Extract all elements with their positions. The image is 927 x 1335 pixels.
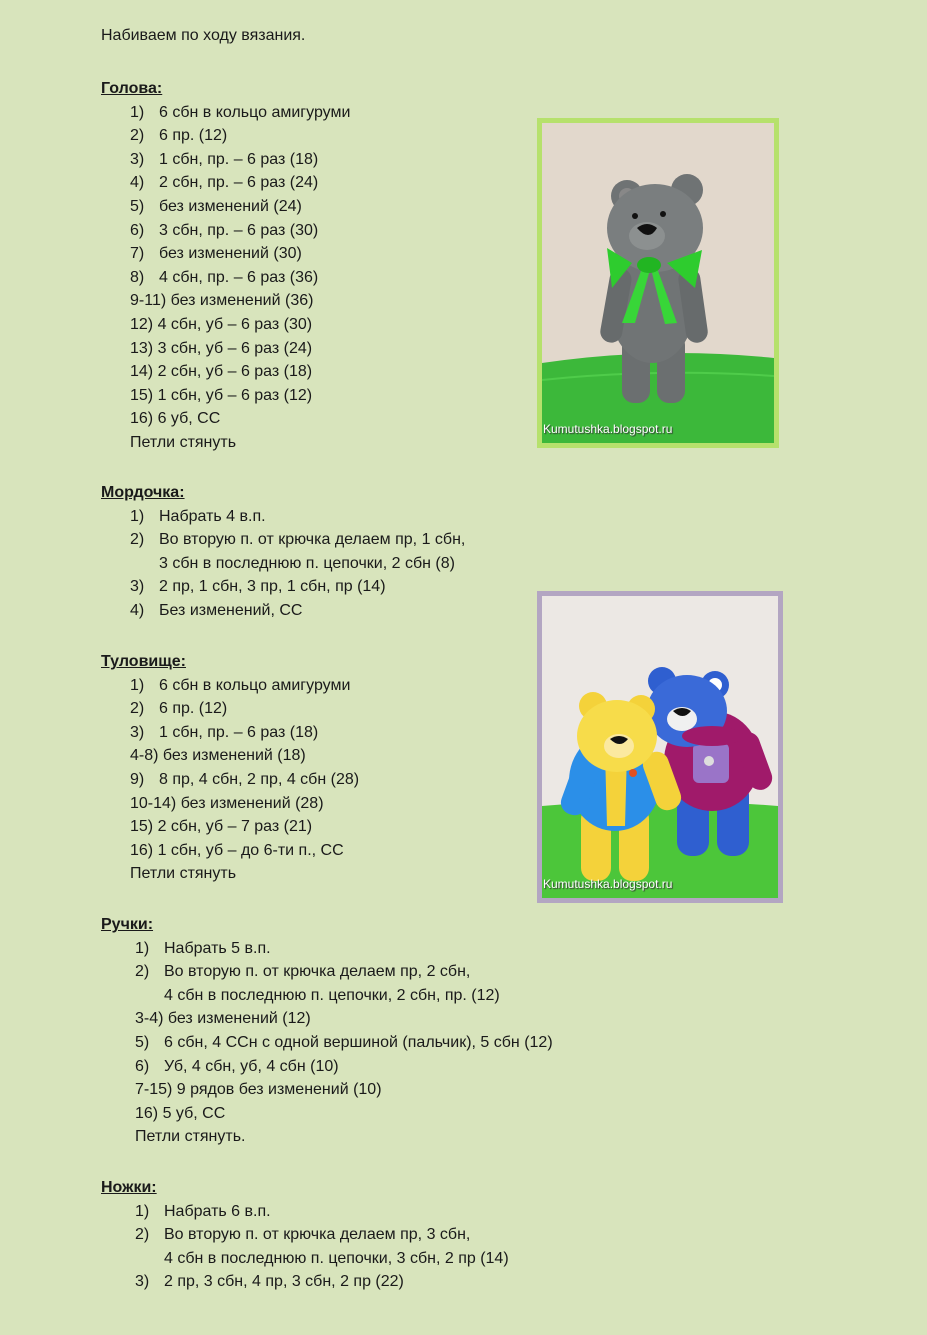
instruction-row	[106, 960, 471, 984]
row-number: 3)	[130, 150, 145, 168]
instruction-row	[101, 171, 319, 195]
row-text: 16) 1 сбн, уб – до 6-ти п., СС	[130, 841, 344, 859]
row-text: Набрать 4 в.п.	[159, 507, 266, 525]
instruction-row	[106, 1223, 471, 1247]
row-text: 2 пр, 1 сбн, 3 пр, 1 сбн, пр (14)	[159, 578, 386, 596]
photo-watermark: Kumutushka.blogspot.ru	[543, 422, 673, 436]
row-text: Во вторую п. от крючка делаем пр, 1 сбн,	[159, 531, 466, 549]
row-number: 2)	[130, 127, 145, 145]
row-text: 16) 5 уб, СС	[135, 1104, 226, 1122]
instruction-row	[101, 431, 237, 455]
row-text: 3 сбн, пр. – 6 раз (30)	[159, 221, 319, 239]
row-text: Набрать 6 в.п.	[164, 1202, 271, 1220]
row-number: 6)	[135, 1057, 150, 1075]
instruction-row	[106, 984, 500, 1008]
instruction-row	[101, 768, 360, 792]
row-text: 8 пр, 4 сбн, 2 пр, 4 сбн (28)	[159, 770, 360, 788]
row-text: 16) 6 уб, СС	[130, 410, 221, 428]
row-text: 6 сбн в кольцо амигуруми	[159, 676, 351, 694]
photo-grey-bear	[537, 118, 779, 448]
row-text: без изменений (30)	[159, 245, 302, 263]
instruction-row	[106, 1055, 339, 1079]
intro-text: Набиваем по ходу вязания.	[101, 27, 306, 44]
instruction-row	[106, 1102, 226, 1126]
grey-bear-illustration	[537, 118, 779, 448]
instruction-row	[101, 599, 303, 623]
instruction-row	[101, 384, 313, 408]
photo-two-bears	[537, 591, 783, 903]
section-heading: Ножки:	[101, 1179, 157, 1196]
instruction-row	[101, 575, 386, 599]
row-text: 6 пр. (12)	[159, 700, 228, 718]
two-bears-illustration	[537, 591, 783, 903]
row-number: 1)	[130, 676, 145, 694]
row-text: 13) 3 сбн, уб – 6 раз (24)	[130, 339, 313, 357]
row-text: Уб, 4 сбн, уб, 4 сбн (10)	[164, 1057, 339, 1075]
row-text: 12) 4 сбн, уб – 6 раз (30)	[130, 315, 313, 333]
row-number: 2)	[130, 700, 145, 718]
instruction-row	[101, 552, 455, 576]
row-text: Во вторую п. от крючка делаем пр, 2 сбн,	[164, 963, 471, 981]
instruction-row	[101, 242, 302, 266]
row-number: 1)	[135, 939, 150, 957]
row-text: 14) 2 сбн, уб – 6 раз (18)	[130, 363, 313, 381]
instruction-row	[106, 1270, 404, 1294]
instruction-row	[101, 101, 351, 125]
instruction-row	[101, 839, 344, 863]
row-number: 2)	[130, 531, 145, 549]
instruction-row	[101, 337, 313, 361]
row-text: 10-14) без изменений (28)	[130, 794, 324, 812]
row-text: 9-11) без изменений (36)	[130, 292, 314, 310]
row-text: 3-4) без изменений (12)	[135, 1010, 311, 1028]
row-number: 3)	[130, 578, 145, 596]
photo-watermark: Kumutushka.blogspot.ru	[543, 877, 673, 891]
row-text: 4 сбн, пр. – 6 раз (36)	[159, 268, 319, 286]
instruction-row	[101, 674, 351, 698]
section-heading: Мордочка:	[101, 484, 185, 501]
row-text: 6 пр. (12)	[159, 127, 228, 145]
row-number: 1)	[130, 103, 145, 121]
row-number: 6)	[130, 221, 145, 239]
instruction-row	[101, 815, 313, 839]
row-text: 4 сбн в последнюю п. цепочки, 3 сбн, 2 пр (14)	[164, 1249, 509, 1267]
row-text: Без изменений, СС	[159, 601, 303, 619]
row-text: 7-15) 9 рядов без изменений (10)	[135, 1081, 382, 1099]
row-number: 3)	[130, 723, 145, 741]
instruction-row	[106, 937, 271, 961]
instruction-row	[101, 313, 313, 337]
row-number: 5)	[130, 197, 145, 215]
row-text: без изменений (24)	[159, 197, 302, 215]
instruction-row	[101, 266, 319, 290]
row-number: 4)	[130, 174, 145, 192]
row-text: 6 сбн, 4 ССн с одной вершиной (пальчик), 5 сбн (12)	[164, 1033, 553, 1051]
row-text: Набрать 5 в.п.	[164, 939, 271, 957]
instruction-row	[106, 1200, 271, 1224]
section-head	[101, 77, 351, 455]
row-text: 6 сбн в кольцо амигуруми	[159, 103, 351, 121]
instruction-row	[101, 697, 228, 721]
row-number: 8)	[130, 268, 145, 286]
instruction-row	[101, 744, 306, 768]
row-text: 2 сбн, пр. – 6 раз (24)	[159, 174, 319, 192]
instruction-row	[101, 289, 314, 313]
instruction-row	[106, 1031, 553, 1055]
row-text: Петли стянуть	[130, 865, 237, 883]
instruction-row	[106, 1247, 509, 1271]
row-number: 2)	[135, 963, 150, 981]
instruction-row	[101, 862, 237, 886]
instruction-row	[106, 1007, 311, 1031]
instruction-row	[101, 528, 466, 552]
section-legs	[101, 1176, 509, 1294]
instruction-row	[101, 360, 313, 384]
instruction-row	[106, 1125, 246, 1149]
instruction-row	[101, 124, 228, 148]
row-number: 9)	[130, 770, 145, 788]
instruction-row	[101, 505, 266, 529]
row-number: 5)	[135, 1033, 150, 1051]
row-text: 3 сбн в последнюю п. цепочки, 2 сбн (8)	[159, 554, 455, 572]
instruction-row	[101, 407, 221, 431]
instruction-row	[101, 195, 302, 219]
section-muzzle	[101, 481, 466, 623]
row-text: Петли стянуть.	[135, 1128, 246, 1146]
row-number: 7)	[130, 245, 145, 263]
section-heading: Ручки:	[101, 916, 154, 933]
row-text: 15) 1 сбн, уб – 6 раз (12)	[130, 386, 313, 404]
row-text: 1 сбн, пр. – 6 раз (18)	[159, 150, 319, 168]
row-number: 1)	[130, 507, 145, 525]
section-body	[101, 650, 360, 886]
row-number: 1)	[135, 1202, 150, 1220]
section-heading: Голова:	[101, 80, 163, 97]
row-text: 4-8) без изменений (18)	[130, 747, 306, 765]
row-text: 2 пр, 3 сбн, 4 пр, 3 сбн, 2 пр (22)	[164, 1273, 404, 1291]
row-number: 3)	[135, 1273, 150, 1291]
row-text: Петли стянуть	[130, 433, 237, 451]
row-text: Во вторую п. от крючка делаем пр, 3 сбн,	[164, 1226, 471, 1244]
row-number: 2)	[135, 1226, 150, 1244]
instruction-row	[101, 219, 319, 243]
row-text: 4 сбн в последнюю п. цепочки, 2 сбн, пр. (12)	[164, 986, 500, 1004]
instruction-row	[101, 792, 324, 816]
instruction-row	[106, 1078, 382, 1102]
section-heading: Туловище:	[101, 653, 186, 670]
row-number: 4)	[130, 601, 145, 619]
row-text: 1 сбн, пр. – 6 раз (18)	[159, 723, 319, 741]
instruction-row	[101, 148, 319, 172]
instruction-row	[101, 721, 319, 745]
row-text: 15) 2 сбн, уб – 7 раз (21)	[130, 818, 313, 836]
section-arms	[101, 913, 553, 1149]
